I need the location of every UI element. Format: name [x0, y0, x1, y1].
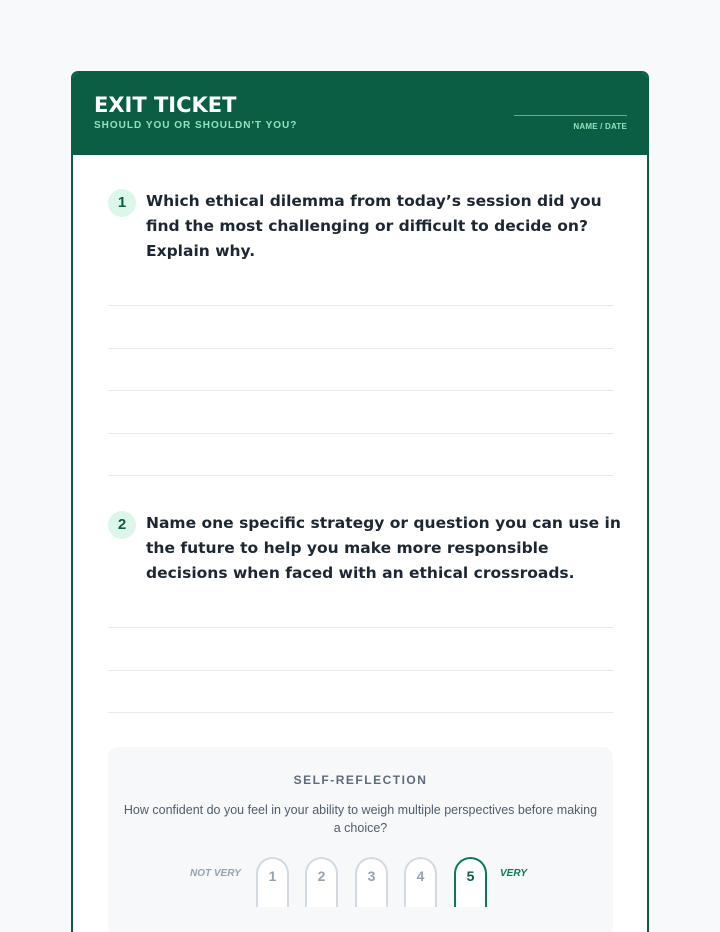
rating-option-5[interactable]: 5: [454, 857, 487, 907]
scale-high-label: VERY: [500, 868, 528, 879]
rating-option-4[interactable]: 4: [404, 857, 437, 907]
answer-1-line-3[interactable]: [108, 390, 613, 391]
ticket-subtitle: SHOULD YOU OR SHOULDN'T YOU?: [94, 120, 298, 131]
rating-option-2[interactable]: 2: [305, 857, 338, 907]
self-reflection-title: SELF-REFLECTION: [293, 773, 428, 787]
answer-1-line-1[interactable]: [108, 305, 613, 306]
scale-low-label: NOT VERY: [190, 868, 241, 879]
answer-1-line-5[interactable]: [108, 475, 613, 476]
question-2-text: Name one specific strategy or question you can use in the future to help you make more responsible decisions when faced with an ethical crossroads.: [146, 514, 621, 582]
self-reflection-question: How confident do you feel in your ability to weigh multiple perspectives before making a choice?: [123, 803, 598, 835]
rating-option-3[interactable]: 3: [355, 857, 388, 907]
question-2-number-badge: 2: [108, 511, 136, 539]
question-1-number-badge: 1: [108, 189, 136, 217]
question-1-text: Which ethical dilemma from today’s session did you find the most challenging or difficult to decide on? Explain why.: [146, 192, 602, 260]
answer-2-line-3[interactable]: [108, 712, 613, 713]
answer-1-line-4[interactable]: [108, 433, 613, 434]
answer-2-line-1[interactable]: [108, 627, 613, 628]
answer-1-line-2[interactable]: [108, 348, 613, 349]
answer-2-line-2[interactable]: [108, 670, 613, 671]
ticket-title: EXIT TICKET: [94, 93, 237, 117]
rating-option-1[interactable]: 1: [256, 857, 289, 907]
ticket-header: [73, 73, 647, 155]
self-reflection-panel: [108, 747, 613, 932]
name-date-label: NAME / DATE: [573, 122, 627, 131]
name-date-line[interactable]: [514, 115, 627, 116]
exit-ticket-card: [71, 71, 649, 932]
